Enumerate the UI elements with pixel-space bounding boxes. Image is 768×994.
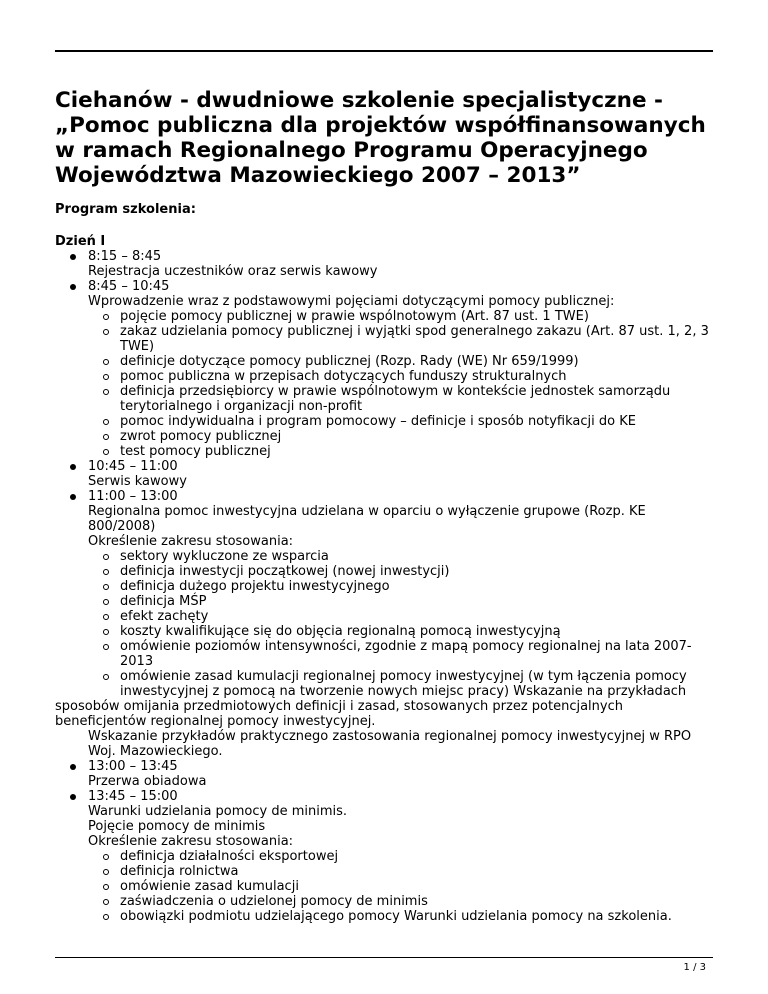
topic-item: zaświadczenia o udzielonej pomocy de minimis (120, 894, 715, 909)
topic-item: pomoc publiczna w przepisach dotyczących funduszy strukturalnych (120, 369, 715, 384)
topic-list (88, 549, 715, 699)
topic-item: definicja dużego projektu inwestycyjnego (120, 579, 715, 594)
page-indicator: 1 / 3 (683, 962, 706, 973)
topic-item: omówienie zasad kumulacji (120, 879, 715, 894)
topic-item: zwrot pomocy publicznej (120, 429, 715, 444)
page-title: Ciehanów - dwudniowe szkolenie specjalistyczne - „Pomoc publiczna dla projektów współfinansowanych w ramach Regionalnego Programu Operacyjnego Województwa Mazowieckiego 2007 – 2013” (55, 88, 706, 188)
session-subtext: Określenie zakresu stosowania: (88, 834, 294, 849)
session-text: Serwis kawowy (88, 474, 187, 489)
topic-item: test pomocy publicznej (120, 444, 715, 459)
topic-item: definicja przedsiębiorcy w prawie wspólnotowym w kontekście jednostek samorządu terytorialnego i organizacji non-profit (120, 384, 715, 414)
topic-item: sektory wykluczone ze wsparcia (120, 549, 715, 564)
session-text: Warunki udzielania pomocy de minimis. (88, 804, 348, 819)
session-time: 8:45 – 10:45 (88, 279, 170, 294)
topic-item: pojęcie pomocy publicznej w prawie wspólnotowym (Art. 87 ust. 1 TWE) (120, 309, 715, 324)
session-text: Regionalna pomoc inwestycyjna udzielana w oparciu o wyłączenie grupowe (Rozp. KE 800/2008) (88, 504, 646, 534)
top-rule (55, 50, 713, 52)
session-item (88, 759, 715, 789)
session-time: 11:00 – 13:00 (88, 489, 178, 504)
session-item (88, 459, 715, 489)
topic-list (88, 309, 715, 459)
session-note: Wskazanie przykładów praktycznego zastosowania regionalnej pomocy inwestycyjnej w RPO Woj. Mazowieckiego. (88, 729, 692, 759)
topic-item: zakaz udzielania pomocy publicznej i wyjątki spod generalnego zakazu (Art. 87 ust. 1, 2, 3 TWE) (120, 324, 715, 354)
session-list (55, 249, 715, 924)
day-label: Dzień I (55, 234, 106, 249)
footer-rule (55, 957, 713, 958)
session-time: 13:00 – 13:45 (88, 759, 178, 774)
topic-item: omówienie poziomów intensywności, zgodnie z mapą pomocy regionalnej na lata 2007-2013 (120, 639, 715, 669)
topic-item: koszty kwalifikujące się do objęcia regionalną pomocą inwestycyjną (120, 624, 715, 639)
program-label: Program szkolenia: (55, 202, 196, 217)
topic-item: omówienie zasad kumulacji regionalnej pomocy inwestycyjnej (w tym łączenia pomocy inwestycyjnej z pomocą na tworzenie nowych miejsc pracy) Wskazanie na przykładach (120, 669, 715, 699)
topic-item: efekt zachęty (120, 609, 715, 624)
topic-item: definicja inwestycji początkowej (nowej inwestycji) (120, 564, 715, 579)
session-item (88, 789, 715, 924)
session-text: Rejestracja uczestników oraz serwis kawowy (88, 264, 378, 279)
topic-item: pomoc indywidualna i program pomocowy – definicje i sposób notyfikacji do KE (120, 414, 715, 429)
session-time: 13:45 – 15:00 (88, 789, 178, 804)
session-item (88, 249, 715, 279)
topic-item: definicja MŚP (120, 594, 715, 609)
session-subtext: Określenie zakresu stosowania: (88, 534, 294, 549)
topic-list (88, 849, 715, 924)
session-text: Wprowadzenie wraz z podstawowymi pojęciami dotyczącymi pomocy publicznej: (88, 294, 615, 309)
topic-item: obowiązki podmiotu udzielającego pomocy Warunki udzielania pomocy na szkolenia. (120, 909, 715, 924)
session-time: 8:15 – 8:45 (88, 249, 162, 264)
session-item (55, 489, 715, 759)
session-item (88, 279, 715, 459)
session-subtext: Pojęcie pomocy de minimis (88, 819, 266, 834)
topic-item: definicja rolnictwa (120, 864, 715, 879)
topic-item: definicja działalności eksportowej (120, 849, 715, 864)
session-note: sposobów omijania przedmiotowych definicji i zasad, stosowanych przez potencjalnych beneficjentów regionalnej pomocy inwestycyjnej. (55, 699, 623, 729)
session-time: 10:45 – 11:00 (88, 459, 178, 474)
document-body (55, 88, 715, 924)
topic-item: definicje dotyczące pomocy publicznej (Rozp. Rady (WE) Nr 659/1999) (120, 354, 715, 369)
session-text: Przerwa obiadowa (88, 774, 207, 789)
